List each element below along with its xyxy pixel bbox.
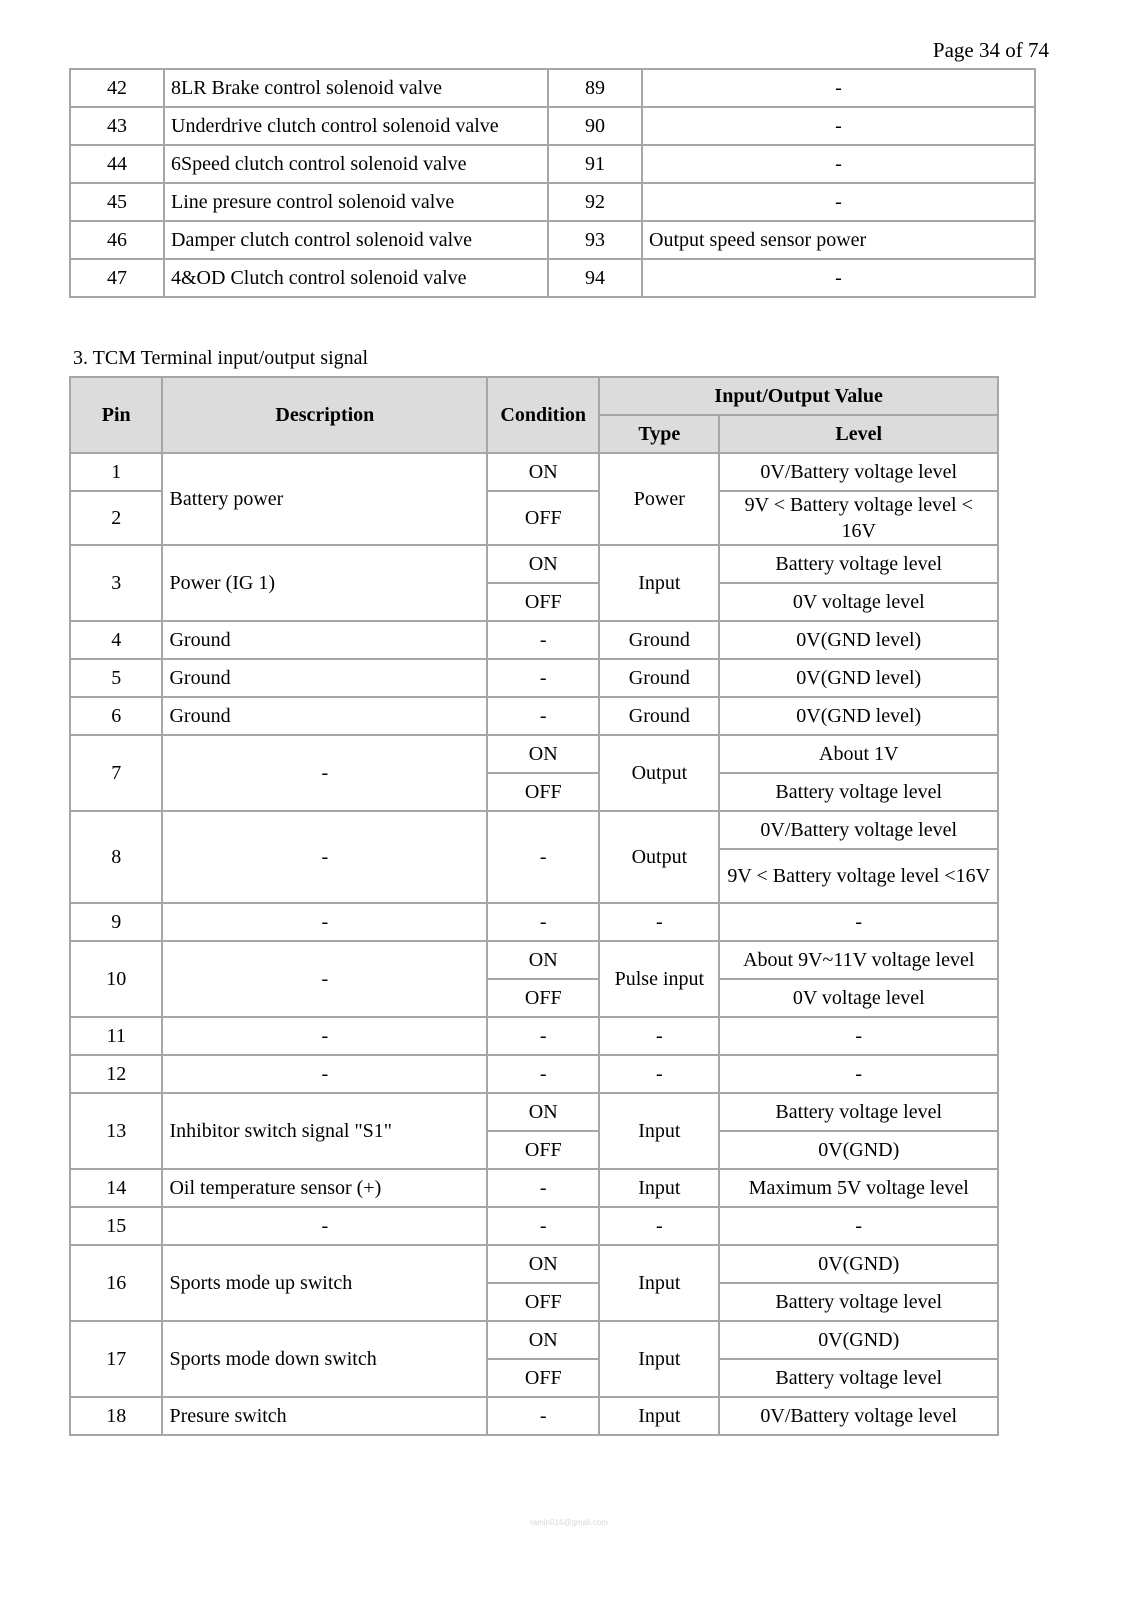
condition-cell: ON bbox=[487, 1245, 599, 1283]
condition-cell: OFF bbox=[487, 491, 599, 545]
condition-cell: - bbox=[487, 1017, 599, 1055]
pin-cell: 6 bbox=[70, 697, 162, 735]
description-cell: Ground bbox=[162, 697, 487, 735]
description-cell: 4&OD Clutch control solenoid valve bbox=[164, 259, 548, 297]
pin-cell: 8 bbox=[70, 811, 162, 903]
pin-cell: 17 bbox=[70, 1321, 162, 1397]
description-cell: - bbox=[162, 735, 487, 811]
pin-cell: 42 bbox=[70, 69, 164, 107]
description-cell: - bbox=[642, 69, 1035, 107]
type-cell: Input bbox=[599, 1093, 719, 1169]
pin-cell: 14 bbox=[70, 1169, 162, 1207]
level-cell: 9V < Battery voltage level <16V bbox=[719, 849, 998, 903]
description-cell: - bbox=[162, 811, 487, 903]
condition-cell: OFF bbox=[487, 1131, 599, 1169]
type-cell: Input bbox=[599, 1397, 719, 1435]
pin-cell: 18 bbox=[70, 1397, 162, 1435]
type-cell: Input bbox=[599, 1169, 719, 1207]
table-row bbox=[70, 1321, 998, 1359]
description-cell: Sports mode down switch bbox=[162, 1321, 487, 1397]
level-cell: About 1V bbox=[719, 735, 998, 773]
description-cell: Inhibitor switch signal "S1" bbox=[162, 1093, 487, 1169]
level-cell: Battery voltage level bbox=[719, 1283, 998, 1321]
type-cell: Ground bbox=[599, 659, 719, 697]
type-cell: Output bbox=[599, 811, 719, 903]
table-row bbox=[70, 1017, 998, 1055]
table-row bbox=[70, 1245, 998, 1283]
type-cell: Power bbox=[599, 453, 719, 545]
level-cell: Battery voltage level bbox=[719, 1093, 998, 1131]
condition-cell: ON bbox=[487, 453, 599, 491]
pin-cell: 93 bbox=[548, 221, 642, 259]
table-row bbox=[70, 659, 998, 697]
table-row bbox=[70, 69, 1035, 107]
pin-cell: 15 bbox=[70, 1207, 162, 1245]
level-cell: 0V(GND level) bbox=[719, 697, 998, 735]
table-row bbox=[70, 903, 998, 941]
description-cell: Damper clutch control solenoid valve bbox=[164, 221, 548, 259]
table-row bbox=[70, 453, 998, 491]
header-condition: Condition bbox=[487, 377, 599, 453]
pin-cell: 13 bbox=[70, 1093, 162, 1169]
condition-cell: - bbox=[487, 697, 599, 735]
type-cell: - bbox=[599, 903, 719, 941]
table-row bbox=[70, 1169, 998, 1207]
table-row bbox=[70, 259, 1035, 297]
level-cell: 0V(GND level) bbox=[719, 621, 998, 659]
pin-cell: 3 bbox=[70, 545, 162, 621]
condition-cell: ON bbox=[487, 1321, 599, 1359]
table-row bbox=[70, 1207, 998, 1245]
table-row bbox=[70, 183, 1035, 221]
description-cell: Ground bbox=[162, 621, 487, 659]
type-cell: Pulse input bbox=[599, 941, 719, 1017]
header-level: Level bbox=[719, 415, 998, 453]
level-cell: About 9V~11V voltage level bbox=[719, 941, 998, 979]
condition-cell: ON bbox=[487, 735, 599, 773]
condition-cell: - bbox=[487, 621, 599, 659]
description-cell: Battery power bbox=[162, 453, 487, 545]
table-row bbox=[70, 545, 998, 583]
description-cell: - bbox=[162, 1017, 487, 1055]
description-cell: Line presure control solenoid valve bbox=[164, 183, 548, 221]
type-cell: Ground bbox=[599, 621, 719, 659]
level-cell: 0V(GND) bbox=[719, 1245, 998, 1283]
description-cell: 8LR Brake control solenoid valve bbox=[164, 69, 548, 107]
level-cell: 0V(GND level) bbox=[719, 659, 998, 697]
description-cell: 6Speed clutch control solenoid valve bbox=[164, 145, 548, 183]
condition-cell: - bbox=[487, 1397, 599, 1435]
pin-cell: 11 bbox=[70, 1017, 162, 1055]
pin-cell: 10 bbox=[70, 941, 162, 1017]
level-cell: - bbox=[719, 1055, 998, 1093]
page-number: Page 34 of 74 bbox=[932, 38, 1049, 62]
description-cell: Sports mode up switch bbox=[162, 1245, 487, 1321]
description-cell: - bbox=[162, 1207, 487, 1245]
type-cell: Input bbox=[599, 1321, 719, 1397]
section-title: 3. TCM Terminal input/output signal bbox=[73, 347, 369, 369]
table-row bbox=[70, 145, 1035, 183]
level-cell: Battery voltage level bbox=[719, 545, 998, 583]
description-cell: Output speed sensor power bbox=[642, 221, 1035, 259]
type-cell: - bbox=[599, 1055, 719, 1093]
header-io-value: Input/Output Value bbox=[599, 377, 998, 415]
level-cell: 0V(GND) bbox=[719, 1131, 998, 1169]
level-cell: 0V/Battery voltage level bbox=[719, 1397, 998, 1435]
pin-cell: 92 bbox=[548, 183, 642, 221]
condition-cell: - bbox=[487, 1207, 599, 1245]
condition-cell: - bbox=[487, 1169, 599, 1207]
pin-cell: 4 bbox=[70, 621, 162, 659]
level-cell: - bbox=[719, 1207, 998, 1245]
pin-cell: 7 bbox=[70, 735, 162, 811]
condition-cell: ON bbox=[487, 941, 599, 979]
condition-cell: OFF bbox=[487, 1359, 599, 1397]
pin-cell: 91 bbox=[548, 145, 642, 183]
pin-continuation-table bbox=[69, 68, 1036, 298]
description-cell: - bbox=[162, 903, 487, 941]
pin-cell: 94 bbox=[548, 259, 642, 297]
type-cell: Ground bbox=[599, 697, 719, 735]
pin-cell: 5 bbox=[70, 659, 162, 697]
level-cell: 9V < Battery voltage level < 16V bbox=[719, 491, 998, 545]
table-row bbox=[70, 221, 1035, 259]
level-cell: 0V voltage level bbox=[719, 979, 998, 1017]
description-cell: - bbox=[162, 941, 487, 1017]
pin-cell: 47 bbox=[70, 259, 164, 297]
pin-cell: 2 bbox=[70, 491, 162, 545]
table-row bbox=[70, 1397, 998, 1435]
level-cell: 0V voltage level bbox=[719, 583, 998, 621]
level-cell: - bbox=[719, 903, 998, 941]
header-pin: Pin bbox=[70, 377, 162, 453]
condition-cell: ON bbox=[487, 545, 599, 583]
level-cell: Battery voltage level bbox=[719, 773, 998, 811]
condition-cell: - bbox=[487, 659, 599, 697]
level-cell: - bbox=[719, 1017, 998, 1055]
description-cell: - bbox=[642, 145, 1035, 183]
description-cell: Presure switch bbox=[162, 1397, 487, 1435]
condition-cell: OFF bbox=[487, 773, 599, 811]
header-row bbox=[70, 377, 998, 415]
table-row bbox=[70, 697, 998, 735]
pin-cell: 89 bbox=[548, 69, 642, 107]
description-cell: Underdrive clutch control solenoid valve bbox=[164, 107, 548, 145]
type-cell: - bbox=[599, 1017, 719, 1055]
table-row bbox=[70, 621, 998, 659]
description-cell: Ground bbox=[162, 659, 487, 697]
description-cell: Power (IG 1) bbox=[162, 545, 487, 621]
condition-cell: - bbox=[487, 811, 599, 903]
condition-cell: OFF bbox=[487, 979, 599, 1017]
pin-cell: 90 bbox=[548, 107, 642, 145]
table-row bbox=[70, 811, 998, 849]
table-row bbox=[70, 1055, 998, 1093]
condition-cell: OFF bbox=[487, 583, 599, 621]
pin-cell: 45 bbox=[70, 183, 164, 221]
pin-cell: 44 bbox=[70, 145, 164, 183]
description-cell: - bbox=[642, 107, 1035, 145]
description-cell: - bbox=[642, 259, 1035, 297]
watermark: ramin014@gmail.com bbox=[530, 1518, 608, 1527]
header-type: Type bbox=[599, 415, 719, 453]
condition-cell: - bbox=[487, 1055, 599, 1093]
condition-cell: - bbox=[487, 903, 599, 941]
type-cell: Input bbox=[599, 1245, 719, 1321]
pin-cell: 16 bbox=[70, 1245, 162, 1321]
pin-cell: 9 bbox=[70, 903, 162, 941]
pin-cell: 46 bbox=[70, 221, 164, 259]
type-cell: - bbox=[599, 1207, 719, 1245]
condition-cell: ON bbox=[487, 1093, 599, 1131]
level-cell: Battery voltage level bbox=[719, 1359, 998, 1397]
description-cell: Oil temperature sensor (+) bbox=[162, 1169, 487, 1207]
table-row bbox=[70, 941, 998, 979]
level-cell: 0V/Battery voltage level bbox=[719, 453, 998, 491]
tcm-terminal-table bbox=[69, 376, 999, 1436]
table-row bbox=[70, 735, 998, 773]
table-row bbox=[70, 1093, 998, 1131]
pin-cell: 12 bbox=[70, 1055, 162, 1093]
table-row bbox=[70, 107, 1035, 145]
level-cell: 0V/Battery voltage level bbox=[719, 811, 998, 849]
level-cell: 0V(GND) bbox=[719, 1321, 998, 1359]
level-cell: Maximum 5V voltage level bbox=[719, 1169, 998, 1207]
type-cell: Input bbox=[599, 545, 719, 621]
pin-cell: 43 bbox=[70, 107, 164, 145]
description-cell: - bbox=[162, 1055, 487, 1093]
condition-cell: OFF bbox=[487, 1283, 599, 1321]
header-description: Description bbox=[162, 377, 487, 453]
type-cell: Output bbox=[599, 735, 719, 811]
pin-cell: 1 bbox=[70, 453, 162, 491]
description-cell: - bbox=[642, 183, 1035, 221]
